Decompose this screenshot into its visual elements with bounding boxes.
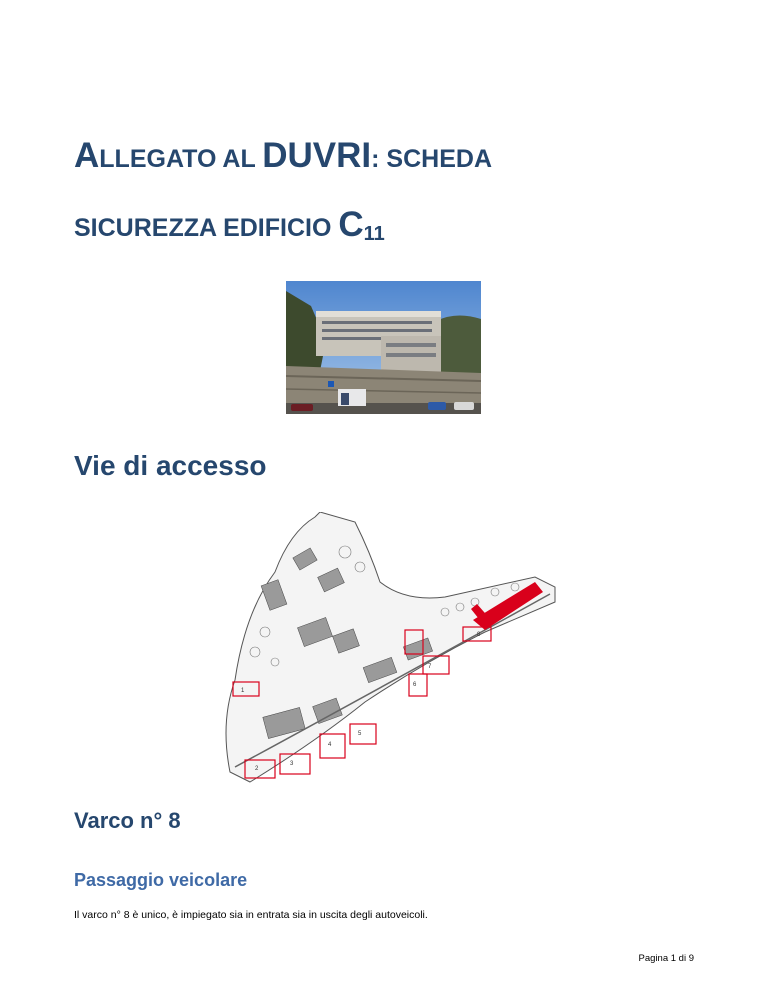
title-building-letter: C: [338, 205, 364, 244]
gate-label-5: 5: [358, 731, 362, 737]
gate-label-3: 3: [290, 761, 294, 767]
title-duvri: DUVRI: [262, 136, 372, 175]
page-number: Pagina 1 di 9: [638, 953, 694, 964]
document-title-line-1: [74, 136, 492, 176]
heading-varco: Varco n° 8: [74, 808, 181, 833]
gate-label-4: 4: [328, 742, 332, 748]
gate-label-8: 8: [477, 632, 481, 638]
gate-label-1: 1: [241, 688, 245, 694]
building-photo: [286, 281, 481, 414]
title-sicurezza: SICUREZZA EDIFICIO: [74, 214, 339, 242]
title-text: LLEGATO AL: [99, 145, 263, 173]
gate-label-6: 6: [413, 682, 417, 688]
heading-vie-di-accesso: Vie di accesso: [74, 450, 267, 481]
document-title-line-2: [74, 205, 385, 246]
title-scheda: : SCHEDA: [371, 145, 492, 173]
campus-map: [205, 512, 565, 784]
gate-label-2: 2: [255, 766, 259, 772]
title-building-number: 11: [363, 223, 385, 245]
heading-passaggio-veicolare: Passaggio veicolare: [74, 870, 248, 890]
body-paragraph: Il varco n° 8 è unico, è impiegato sia in entrata sia in uscita degli autoveicoli.: [74, 909, 428, 921]
title-initial: A: [74, 136, 100, 175]
gate-label-7: 7: [428, 664, 432, 670]
